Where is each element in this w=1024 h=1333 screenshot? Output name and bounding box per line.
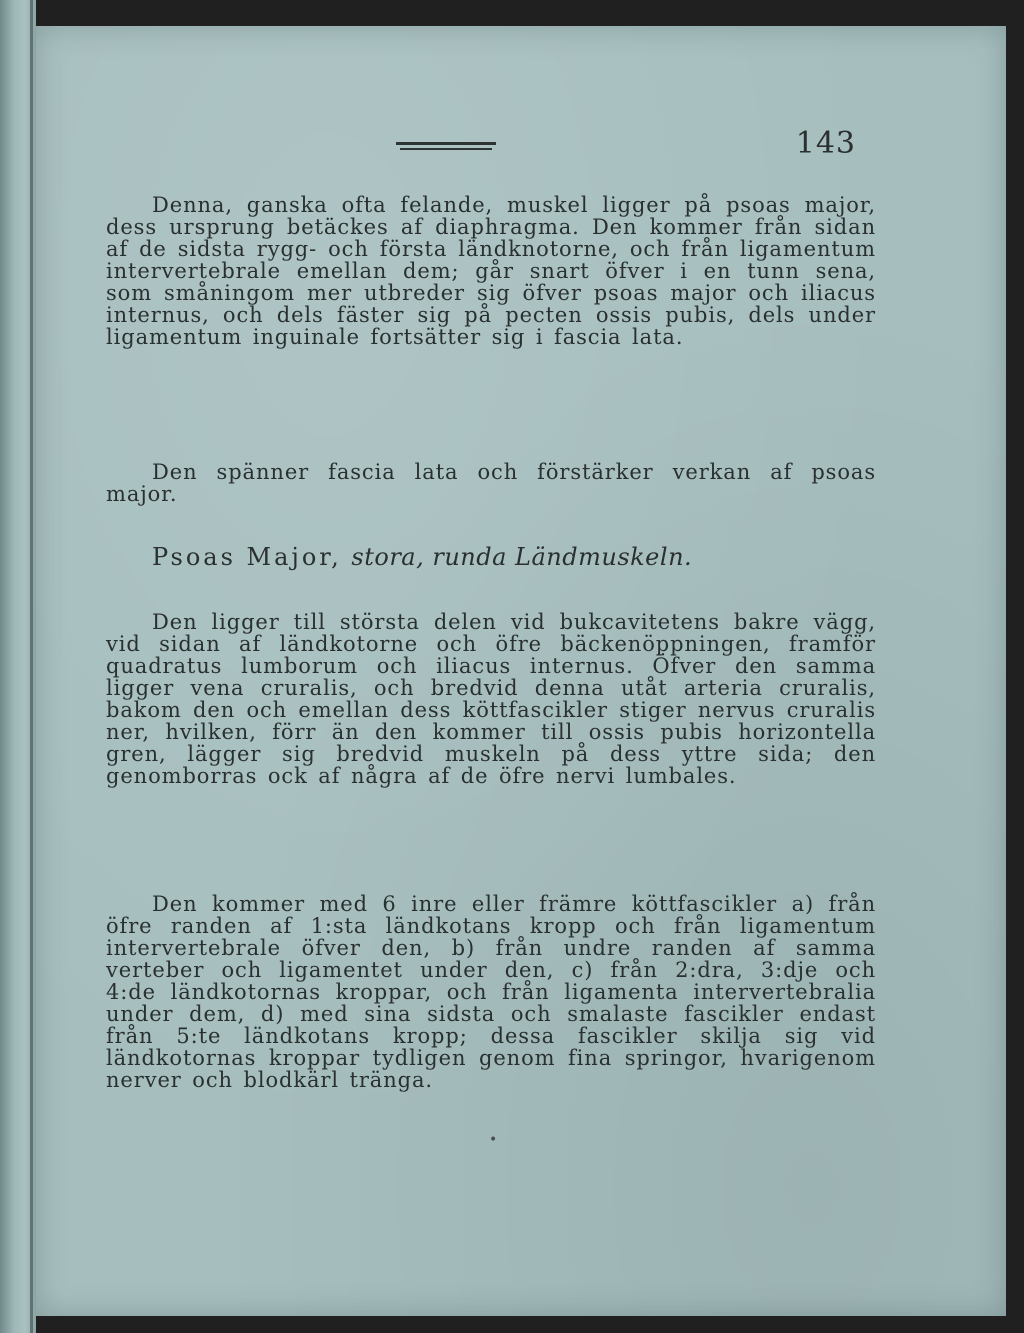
header-rule <box>396 142 496 145</box>
heading-latin-name: Psoas Major, <box>152 543 342 571</box>
paragraph-text: Den ligger till största delen vid bukcavitetens bakre vägg, vid sidan af ländkotorne och öfre bäckenöppningen, framför quadratus lumborum och iliacus internus. Öfver den samma ligger vena cruralis, och bredvid denna utåt arteria cruralis, bakom den och emellan dess köttfascikler stiger nervus cruralis ner, hvilken, förr än den kommer till ossis pubis horizontella gren, lägger sig bredvid muskeln på dess yttre sida; den genomborras ock af några af de öfre nervi lumbales. <box>106 610 876 788</box>
book-page <box>36 26 1006 1316</box>
heading-swedish-name: stora, runda Ländmuskeln. <box>351 543 693 571</box>
header-rule-thin <box>400 148 492 150</box>
section-heading <box>106 543 876 571</box>
paragraph-1 <box>106 194 876 348</box>
page-header <box>36 122 1006 172</box>
book-gutter <box>0 0 36 1333</box>
paragraph-text: Denna, ganska ofta felande, muskel ligger på psoas major, dess ursprung betäckes af diaphragma. Den kommer från sidan af de sidsta rygg- och första ländknotorne, och från ligamentum intervertebrale emellan dem; går snart öfver i en tunn sena, som småningom mer utbreder sig öfver psoas major och iliacus internus, och dels fäster sig på pecten ossis pubis, dels under ligamentum inguinale fortsätter sig i fascia lata. <box>106 193 876 349</box>
gutter-edge <box>30 0 33 1333</box>
footer-mark: • <box>489 1132 498 1148</box>
heading-line <box>106 543 876 571</box>
paragraph-2 <box>106 461 876 505</box>
paragraph-4 <box>106 893 876 1091</box>
page-number: 143 <box>795 126 856 161</box>
paragraph-text: Den spänner fascia lata och förstärker verkan af psoas major. <box>106 460 876 506</box>
paragraph-text: Den kommer med 6 inre eller främre köttfascikler a) från öfre randen af 1:sta ländkotans kropp och från ligamentum intervertebrale öfver den, b) från undre randen af samma verteber och ligamentet under den, c) från 2:dra, 3:dje och 4:de ländkotornas kroppar, och från ligamenta intervertebralia under dem, d) med sina sidsta och smalaste fascikler endast från 5:te ländkotans kropp; dessa fascikler skilja sig vid ländkotornas kroppar tydligen genom fina springor, hvarigenom nerver och blodkärl tränga. <box>106 892 876 1092</box>
paragraph-3 <box>106 611 876 787</box>
